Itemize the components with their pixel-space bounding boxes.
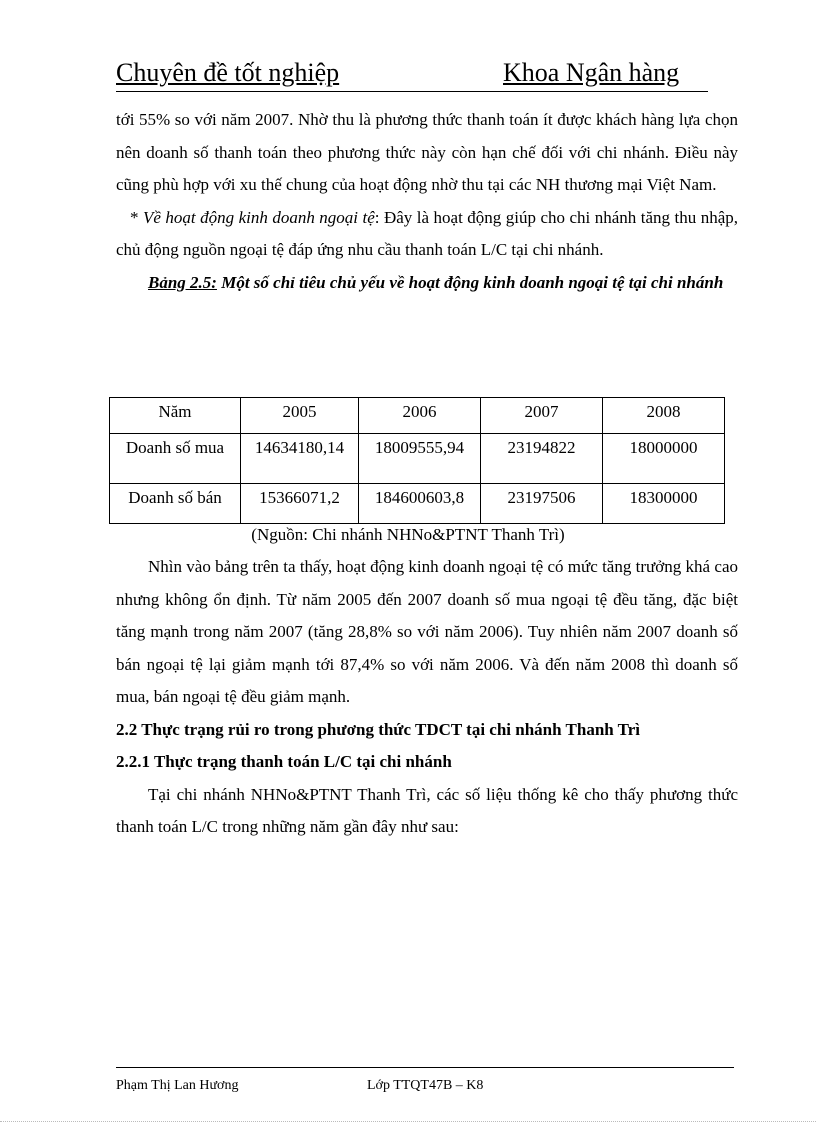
table-header-cell: 2008 <box>603 398 725 434</box>
heading-2-2: 2.2 Thực trạng rủi ro trong phương thức TDCT tại chi nhánh Thanh Trì <box>116 719 641 739</box>
table-cell: 14634180,14 <box>241 434 359 484</box>
table-header-cell: 2005 <box>241 398 359 434</box>
table-row <box>110 434 725 484</box>
table-header-cell: 2006 <box>359 398 481 434</box>
table-cell: 18009555,94 <box>359 434 481 484</box>
footer-divider <box>116 1067 734 1068</box>
table-row <box>110 484 725 524</box>
footer-class: Lớp TTQT47B – K8 <box>367 1078 484 1093</box>
table-cell: 184600603,8 <box>359 484 481 524</box>
forex-table <box>109 397 725 524</box>
table-source: (Nguồn: Chi nhánh NHNo&PTNT Thanh Trì) <box>251 525 565 544</box>
table-cell: 18000000 <box>603 434 725 484</box>
paragraph-1: tới 55% so với năm 2007. Nhờ thu là phương thức thanh toán ít được khách hàng lựa chọn nên doanh số thanh toán theo phương thức này còn hạn chế đối với chi nhánh. Điều này cũng phù hợp với xu thế chung của hoạt động nhờ thu tại các NH thương mại Việt Nam. <box>116 110 738 194</box>
header-divider <box>116 91 708 92</box>
table-header-cell: Năm <box>110 398 241 434</box>
table-header-cell: 2007 <box>481 398 603 434</box>
paragraph-2 <box>116 202 738 267</box>
table-cell: Doanh số mua <box>110 434 241 484</box>
paragraph-2-rest: : Đây là hoạt động giúp cho chi nhánh tăng thu nhập, chủ động nguồn ngoại tệ đáp ứng nhu cầu thanh toán L/C tại chi nhánh. <box>116 207 739 259</box>
table-cell: 18300000 <box>603 484 725 524</box>
header-left: Chuyên đề tốt nghiệp <box>116 58 340 87</box>
footer-author: Phạm Thị Lan Hương <box>116 1078 239 1093</box>
table-cell: Doanh số bán <box>110 484 241 524</box>
table-title-label: Bảng 2.5: <box>148 272 217 292</box>
heading-2-2-1: 2.2.1 Thực trạng thanh toán L/C tại chi nhánh <box>116 752 452 771</box>
table-cell: 23197506 <box>481 484 603 524</box>
paragraph-4: Tại chi nhánh NHNo&PTNT Thanh Trì, các số liệu thống kê cho thấy phương thức thanh toán L/C trong những năm gần đây như sau: <box>116 784 738 836</box>
table-cell: 23194822 <box>481 434 603 484</box>
table-title <box>116 267 738 300</box>
table-header-row <box>110 398 725 434</box>
text-block-top <box>116 104 738 299</box>
paragraph-2-italic: Về hoạt động kinh doanh ngoại tệ <box>142 207 375 227</box>
text-block-bottom <box>116 551 738 844</box>
header-right: Khoa Ngân hàng <box>503 58 680 87</box>
table-cell: 15366071,2 <box>241 484 359 524</box>
bullet: * <box>130 207 143 227</box>
table-title-text: Một số chỉ tiêu chủ yếu về hoạt động kinh doanh ngoại tệ tại chi nhánh <box>216 272 724 292</box>
page-edge <box>0 1121 816 1122</box>
paragraph-3: Nhìn vào bảng trên ta thấy, hoạt động kinh doanh ngoại tệ có mức tăng trưởng khá cao nhưng không ổn định. Từ năm 2005 đến 2007 doanh số mua ngoại tệ đều tăng, đặc biệt tăng mạnh trong năm 2007 (tăng 28,8% so với năm 2006). Tuy nhiên năm 2007 doanh số bán ngoại tệ lại giảm mạnh tới 87,4% so với năm 2006. Và đến năm 2008 thì doanh số mua, bán ngoại tệ đều giảm mạnh. <box>116 557 738 706</box>
